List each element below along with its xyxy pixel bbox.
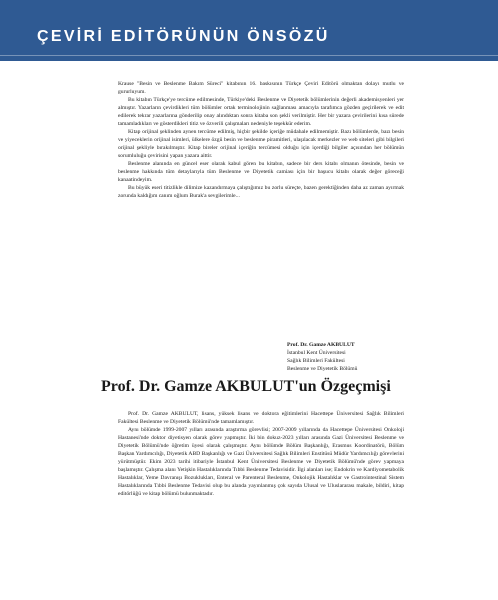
bio-heading: Prof. Dr. Gamze AKBULUT'un Özgeçmişi — [101, 378, 391, 395]
foreword-paragraph: Beslenme alanında en güncel eser olarak kabul gören bu kitabın, sadece bir ders kitabı olmanın ötesinde, besin ve beslenme hakkında tüm detaylarıyla tüm Beslenme ve Diyetetik camiası için bir başucu kitabı olarak değer göreceği kanaatindeyim. — [118, 161, 404, 183]
signature-faculty: Sağlık Bilimleri Fakültesi — [287, 358, 345, 364]
bio-text — [118, 410, 404, 498]
foreword-text — [118, 80, 404, 200]
header-banner — [0, 0, 498, 61]
signature-university: İstanbul Kent Üniversitesi — [287, 350, 346, 356]
signature-department: Beslenme ve Diyetetik Bölümü — [287, 366, 358, 372]
foreword-paragraph: Bu kitabın Türkçe'ye tercüme edilmesinde, Türkiye'deki Beslenme ve Diyetetik bölümlerinin değerli akademisyenleri yer almıştır. Yazarların çevirdikleri tüm bölümler ortak terminolojinin sağlanması amacıyla tarafımca gözden geçirilerek ve edit edilerek tekrar yazarlarına gönderilip onay alındıktan sonra kitaba son şekli verilmiştir. Her bir yazara çevirilerini kısa sürede tamamladıkları ve gösterdikleri titiz ve özverili çalışmaları nedeniyle teşekkür ederim. — [118, 97, 404, 127]
signature-name: Prof. Dr. Gamze AKBULUT — [287, 342, 355, 348]
bio-paragraph: Aynı bölümde 1999-2007 yılları arasında araştırma görevlisi; 2007-2009 yıllarında da Hacettepe Üniversitesi Onkoloji Hastanesi'nde doktor diyetisyen olarak görev yapmıştır. İki bin dokuz-2023 yılları arasında Gazi Üniversitesi Beslenme ve Diyetetik Bölümü'nde öğretim üyesi olarak çalışmıştır. Aynı bölümde Bölüm Başkanlığı, Erasmus Koordinatörü, Bölüm Başkan Yardımcılığı, Diyetetik ABD Başkanlığı ve Gazi Üniversitesi Sağlık Bilimleri Enstitüsü Müdür Yardımcılığı görevlerini yürütmüştür. Ekim 2023 tarihi itibariyle İstanbul Kent Üniversitesi Beslenme ve Diyetetik Bölümü'nde görev yapmaya başlamıştır. Çalışma alanı Yetişkin Hastalıklarında Tıbbi Beslenme Tedavisidir. İlgi alanları ise; Endokrin ve Kardiyometabolik Hastalıklar, Yeme Davranışı Bozuklukları, Enteral ve Parenteral Beslenme, Onkolojik Hastalıklar ve Gastrointestinal Sistem Hastalıklarında Tıbbi Beslenme Tedavisi olup bu alanda yayınlanmış çok sayıda Ulusal ve Uluslararası makale, bildiri, kitap editörlüğü ve kitap bölümü bulunmaktadır. — [118, 427, 404, 497]
signature-block — [287, 341, 457, 373]
bio-paragraph: Prof. Dr. Gamze AKBULUT, lisans, yüksek lisans ve doktora eğitimlerini Hacettepe Üniversitesi Sağlık Bilimleri Fakültesi Beslenme ve Diyetetik Bölümü'nde tamamlamıştır. — [118, 411, 404, 425]
foreword-paragraph: Bu büyük eseri titizlikle dilimize kazandırmaya çalıştığımız bu zorlu süreçte, bazen gerektiğinden daha az zaman ayırmak zorunda kaldığım canım oğlum Burak'a sevgilerimle... — [118, 185, 404, 199]
foreword-paragraph: Krause "Besin ve Beslenme Bakım Süreci" kitabının 16. baskısının Türkçe Çeviri Editörü olmaktan dolayı mutlu ve gururluyum. — [118, 81, 404, 95]
header-divider — [0, 55, 498, 56]
foreword-paragraph: Kitap orijinal şeklinden aynen tercüme edilmiş, hiçbir şekilde içeriğe müdahale edilmemiştir. Bazı bölümlerde, bazı besin ve yiyeceklerin orijinal isimleri, ülkelere özgü besin ve beslenme piramitleri, ulaşılacak merkezler ve web siteleri gibi bilgileri orijinal şekliyle bırakılmıştır. Kitap bireler orijinal içeriğin tercümesi olduğu için içerdiği bilgiler açısından her bölümün sorumluluğu çevirisini yapan yazara aittir. — [118, 129, 404, 159]
page-title: ÇEVİRİ EDİTÖRÜNÜN ÖNSÖZÜ — [37, 28, 330, 45]
